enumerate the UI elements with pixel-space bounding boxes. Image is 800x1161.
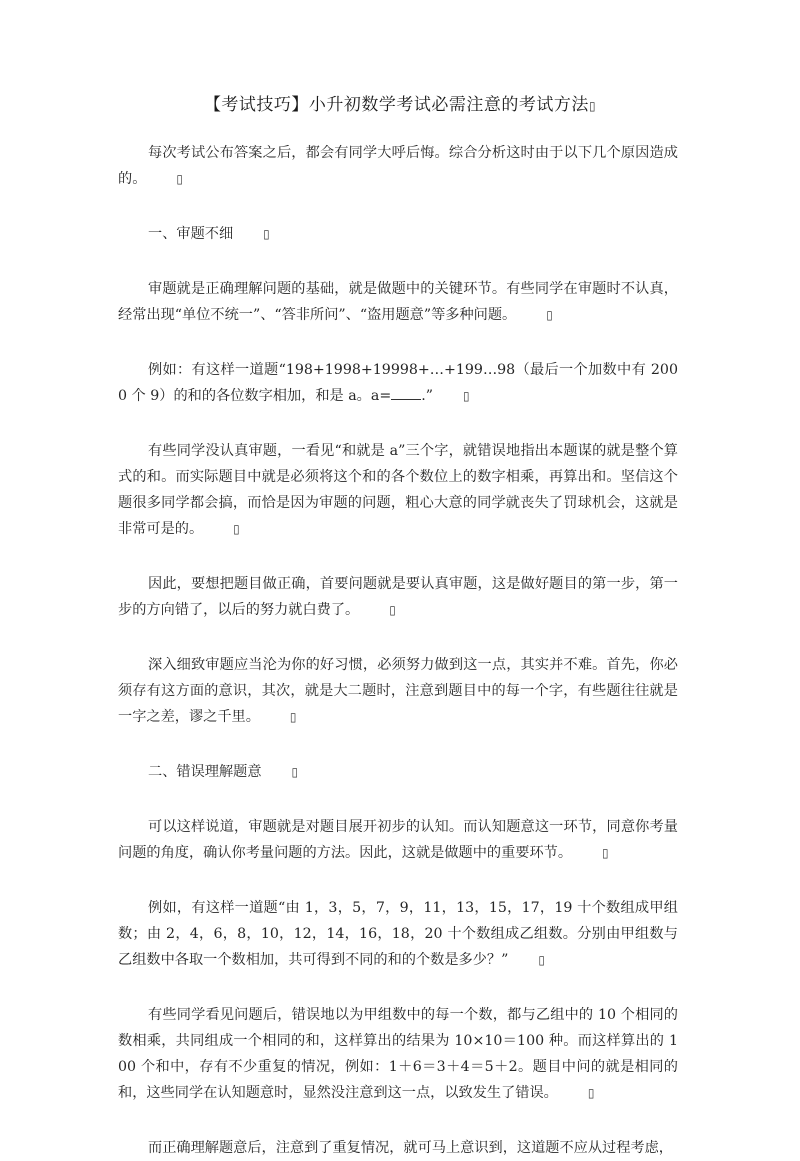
intro-paragraph [118,140,678,192]
section-1-paragraph-1-text: 审题就是正确理解问题的基础，就是做题中的关键环节。有些同学在审题时不认真，经常出现“单位不统一”、“答非所问”、“盗用题意”等多种问题。 [118,281,678,323]
intro-text: 每次考试公布答案之后，都会有同学大呼后悔。综合分析这时由于以下几个原因造成的。 [118,145,678,187]
paragraph-mark-icon: ▯ [462,389,470,403]
paragraph-mark-icon: ▯ [263,227,270,241]
section-1-paragraph-5-text: 深入细致审题应当沦为你的好习惯，必须努力做到这一点，其实并不难。首先，你必须存有这方面的意识，其次，就是大二题时，注意到题目中的每一个字，有些题往往就是一字之差，谬之千里。 [118,657,678,725]
paragraph-mark-icon: ▯ [546,308,553,322]
section-2-paragraph-4 [118,1135,678,1161]
paragraph-mark-icon: ▯ [389,603,396,617]
paragraph-mark-icon: ▯ [602,846,609,860]
section-2-paragraph-4-text: 而正确理解题意后，注意到了重复情况，就可马上意识到，这道题不应从过程考虑， [148,1140,673,1156]
section-1-paragraph-5 [118,652,678,730]
example-text-after-blank: .” [421,388,433,404]
section-2-paragraph-1-text: 可以这样说道，审题就是对题目展开初步的认知。而认知题意这一环节，同意你考量问题的角度，确认你考量问题的方法。因此，这就是做题中的重要环节。 [118,819,678,861]
answer-blank [391,385,421,400]
section-2-paragraph-3-text: 有些同学看见问题后，错误地以为甲组数中的每一个数，都与乙组中的 10 个相同的数相乘，共同组成一个相同的和，这样算出的结果为 10×10＝100 种。而这样算出的 100 个和中，存有不少重复的情况，例如：1＋6＝3＋4＝5＋2。题目中问的就是相同的和，这些同学在认知题意时，显然没注意到这一点，以致发生了错误。 [118,1007,678,1101]
paragraph-mark-icon: ▯ [233,522,240,536]
section-1-paragraph-3 [118,438,678,542]
section-1-example-paragraph [118,357,678,409]
section-1-paragraph-4-text: 因此，要想把题目做正确，首要问题就是要认真审题，这是做好题目的第一步，第一步的方向错了，以后的努力就白费了。 [118,576,678,618]
section-2-heading-text: 二、错误理解题意 [148,764,262,780]
section-2-paragraph-3 [118,1002,678,1106]
section-2-paragraph-1 [118,814,678,866]
section-1-heading [118,221,678,247]
paragraph-mark-icon: ▯ [289,710,297,724]
section-1-paragraph-4 [118,571,678,623]
document-title [0,90,800,115]
section-2-example-paragraph [118,895,678,973]
section-1-paragraph-1 [118,276,678,328]
section-2-example-text: 例如，有这样一道题“由 1，3，5，7，9，11，13，15，17，19 十个数组成甲组数；由 2，4，6，8，10，12，14，16，18，20 十个数组成乙组数。分别由甲组数与乙组数中各取一个数相加，共可得到不同的和的个数是多少？” [118,900,678,968]
title-text: 【考试技巧】小升初数学考试必需注意的考试方法 [203,95,589,115]
paragraph-mark-icon: ▯ [176,172,183,186]
example-text-before-blank: 例如：有这样一道题“198+1998+19998+…+199…98（最后一个加数中有 2000 个 9）的和的各位数字相加，和是 a。a= [118,362,678,404]
document-body [118,140,678,1161]
paragraph-mark-icon: ▯ [588,99,597,113]
section-1-heading-text: 一、审题不细 [148,226,234,242]
paragraph-mark-icon: ▯ [587,1086,595,1100]
section-1-paragraph-3-text: 有些同学没认真审题，一看见“和就是 a”三个字，就错误地指出本题谋的就是整个算式的和。而实际题目中就是必须将这个和的各个数位上的数字相乘，再算出和。坚信这个题很多同学都会搞，而恰是因为审题的问题，粗心大意的同学就丧失了罚球机会，这就是非常可是的。 [118,443,678,537]
section-2-heading [118,759,678,785]
paragraph-mark-icon: ▯ [291,765,299,779]
paragraph-mark-icon: ▯ [538,953,545,967]
